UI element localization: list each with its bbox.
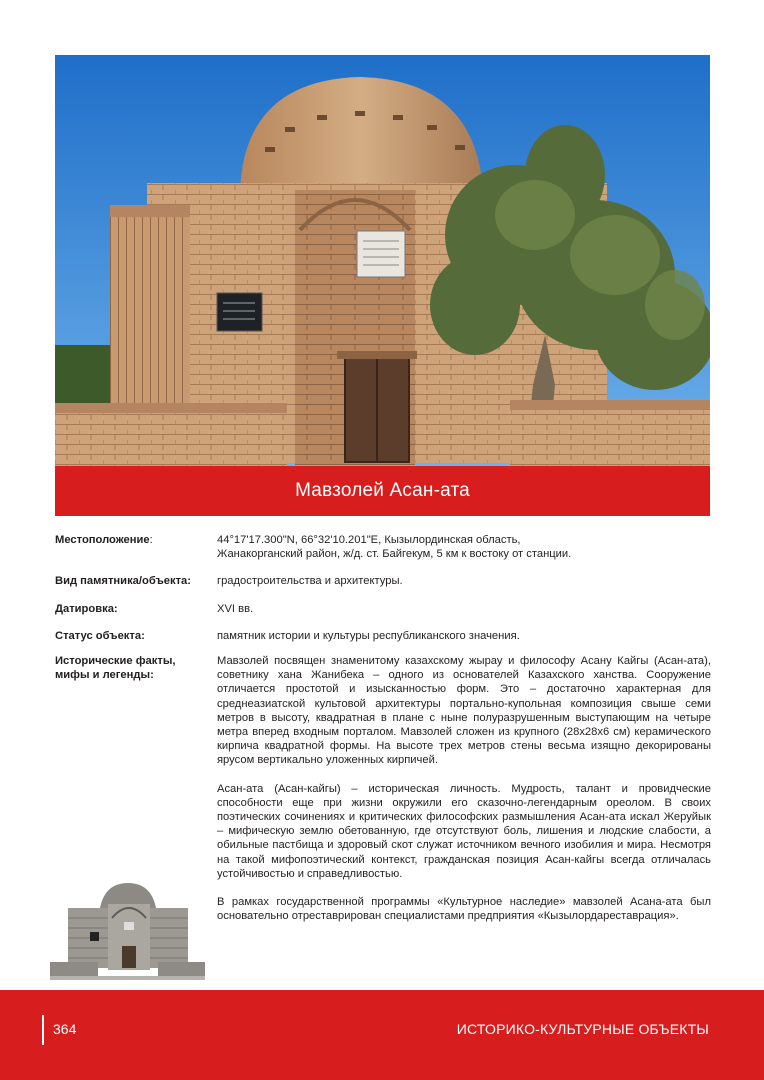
location-row [55, 533, 711, 561]
footer-band [0, 990, 764, 1080]
dating-value: XVI вв. [217, 602, 254, 615]
location-line-1: 44°17'17.300"N, 66°32'10.201"E, Кызылординская область, [217, 534, 521, 546]
section-title: ИСТОРИКО-КУЛЬТУРНЫЕ ОБЪЕКТЫ [456, 1021, 709, 1037]
object-info [55, 533, 711, 923]
history-paragraph: Мавзолей посвящен знаменитому казахскому жырау и философу Асану Кайгы (Асан-ата), советнику хана Жанибека – одного из основателей Казахского ханства. Сооружение отличается простотой и изысканностью форм. Это – достаточно характерная для среднеазиатской культовой архитектуры портально-купольная композиция свыше семи метров в высоту, квадратная в плане с ныне полуразрушенным выступающим на четыре метра вперед входным порталом. Мавзолей сложен из крупного (28х28х6 см) керамического кирпича квадратной формы. На высоте трех метров стены весьма изящно декорированы ярусом вертикально уложенных кирпичей. [217, 655, 711, 767]
mausoleum-illustration [50, 878, 205, 983]
type-row [55, 574, 711, 588]
location-value [217, 533, 711, 561]
history-label-line-1: Исторические факты, [55, 655, 176, 668]
title-band [55, 466, 710, 516]
dating-row [55, 602, 711, 616]
status-value: памятник истории и культуры республиканского значения. [217, 629, 520, 642]
status-row [55, 629, 711, 643]
type-value: градостроительства и архитектуры. [217, 575, 403, 588]
type-label: Вид памятника/объекта: [55, 575, 191, 588]
dating-label: Датировка: [55, 602, 118, 615]
page-title: Мавзолей Асан-ата [295, 480, 470, 501]
page-number: 364 [53, 1021, 77, 1037]
location-line-2: Жанакорганский район, ж/д. ст. Байгекум, 5 км к востоку от станции. [217, 548, 572, 561]
history-paragraph: Асан-ата (Асан-кайгы) – историческая личность. Мудрость, талант и провидческие способности еще при жизни окружили его сказочно-легендарным ореолом. В своих поэтических сочинениях и критических философских размышления Асан-ата искал Жеруйык – мифическую землю обетованную, где отсутствуют боль, лишения и людские слабости, а обильные пастбища и здоровый скот служат источником вечного изобилия и мира. Несмотря на такой мифопоэтический контекст, гражданская позиция Асан-кайгы всегда отличалась устойчивостью и справедливостью. [217, 782, 711, 880]
history-text [217, 654, 711, 923]
location-label: Местоположение: [55, 534, 153, 546]
status-label: Статус объекта: [55, 629, 145, 642]
mausoleum-photo [55, 55, 710, 466]
footer-divider [42, 1015, 44, 1045]
history-label-line-2: мифы и легенды: [55, 669, 154, 682]
history-paragraph: В рамках государственной программы «Культурное наследие» мавзолей Асана-ата был основательно отреставрирован специалистами предприятия «Кызылордареставрация». [217, 896, 711, 923]
